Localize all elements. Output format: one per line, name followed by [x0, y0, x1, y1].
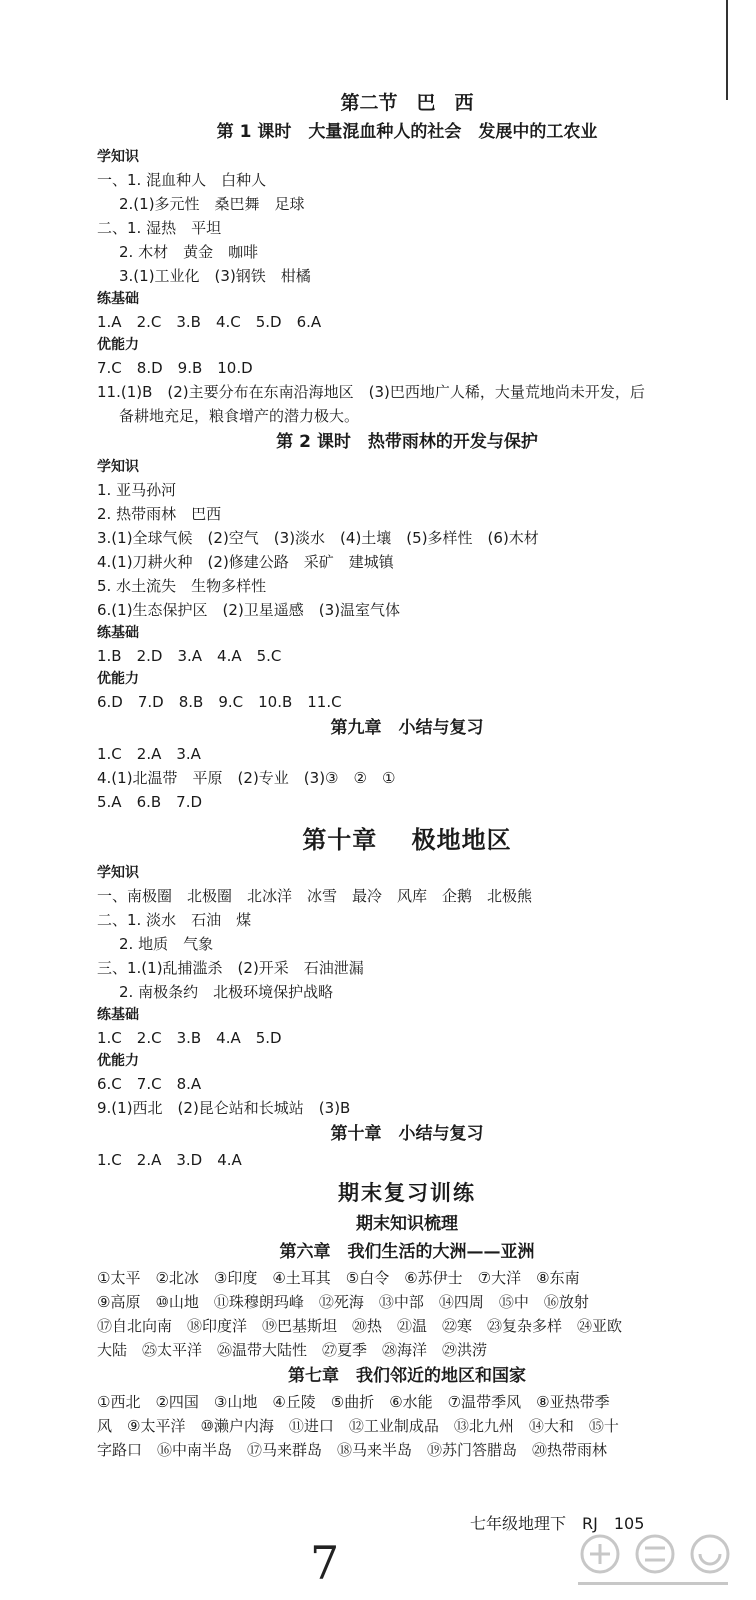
answer-line: 5. 水土流失 生物多样性 — [97, 577, 267, 595]
answer-line: 7.C 8.D 9.B 10.D — [97, 359, 253, 377]
answer-line: 字路口 ⑯中南半岛 ⑰马来群岛 ⑱马来半岛 ⑲苏门答腊岛 ⑳热带雨林 — [97, 1441, 608, 1459]
lesson-2-you-label: 优能力 — [97, 671, 139, 687]
answer-line: 1.C 2.A 3.D 4.A — [97, 1151, 242, 1169]
answer-line: ①太平 ②北冰 ③印度 ④土耳其 ⑤白令 ⑥苏伊士 ⑦大洋 ⑧东南 — [97, 1269, 580, 1287]
answer-line: ①西北 ②四国 ③山地 ④丘陵 ⑤曲折 ⑥水能 ⑦温带季风 ⑧亚热带季 — [97, 1393, 610, 1411]
final-review-title: 期末复习训练 — [338, 1180, 476, 1205]
answer-line: 1.B 2.D 3.A 4.A 5.C — [97, 647, 282, 665]
answer-line: 风 ⑨太平洋 ⑩濑户内海 ⑪进口 ⑫工业制成品 ⑬北九州 ⑭大和 ⑮十 — [97, 1417, 619, 1435]
answer-line: 二、1. 湿热 平坦 — [97, 219, 222, 237]
lesson-1-title: 第 1 课时 大量混血种人的社会 发展中的工农业 — [216, 122, 598, 142]
answer-line: ⑨高原 ⑩山地 ⑪珠穆朗玛峰 ⑫死海 ⑬中部 ⑭四周 ⑮中 ⑯放射 — [97, 1293, 589, 1311]
answer-line: 3.(1)全球气候 (2)空气 (3)淡水 (4)土壤 (5)多样性 (6)木材 — [97, 529, 539, 547]
answer-line: 2. 地质 气象 — [119, 935, 214, 953]
answer-line: 大陆 ㉕太平洋 ㉖温带大陆性 ㉗夏季 ㉘海洋 ㉙洪涝 — [97, 1341, 488, 1359]
chapter-10-you-label: 优能力 — [97, 1053, 139, 1069]
answer-line: 2.(1)多元性 桑巴舞 足球 — [119, 195, 305, 213]
answer-line: 2. 热带雨林 巴西 — [97, 505, 222, 523]
answer-line: 备耕地充足，粮食增产的潜力极大。 — [119, 407, 360, 425]
answer-line: 4.(1)刀耕火种 (2)修建公路 采矿 建城镇 — [97, 553, 394, 571]
answer-line: 5.A 6.B 7.D — [97, 793, 203, 811]
answer-line: 6.(1)生态保护区 (2)卫星遥感 (3)温室气体 — [97, 601, 401, 619]
answer-line: ⑰自北向南 ⑱印度洋 ⑲巴基斯坦 ⑳热 ㉑温 ㉒寒 ㉓复杂多样 ㉔亚欧 — [97, 1317, 623, 1335]
chapter-10-lian-label: 练基础 — [97, 1007, 139, 1023]
final-review-subtitle: 期末知识梳理 — [356, 1214, 458, 1234]
page-footer: 七年级地理下 RJ 105 — [470, 1514, 645, 1533]
answer-line: 1.C 2.A 3.A — [97, 745, 201, 763]
chapter-10-review-title: 第十章 小结与复习 — [330, 1124, 484, 1144]
answer-line: 1.A 2.C 3.B 4.C 5.D 6.A — [97, 313, 322, 331]
handwritten-mark: 7 — [310, 1536, 340, 1590]
chapter-7-title: 第七章 我们邻近的地区和国家 — [288, 1366, 526, 1386]
lesson-2-lian-label: 练基础 — [97, 625, 139, 641]
lesson-2-xue-label: 学知识 — [97, 459, 139, 475]
answer-line: 一、1. 混血种人 白种人 — [97, 171, 267, 189]
lesson-1-you-label: 优能力 — [97, 337, 139, 353]
answer-line: 2. 木材 黄金 咖啡 — [119, 243, 259, 261]
answer-line: 一、南极圈 北极圈 北冰洋 冰雪 最冷 风库 企鹅 北极熊 — [97, 887, 533, 905]
chapter-9-review-title: 第九章 小结与复习 — [330, 718, 484, 738]
lesson-1-xue-label: 学知识 — [97, 149, 139, 165]
answer-line: 4.(1)北温带 平原 (2)专业 (3)③ ② ① — [97, 769, 396, 787]
answer-line: 9.(1)西北 (2)昆仑站和长城站 (3)B — [97, 1099, 351, 1117]
chapter-6-title: 第六章 我们生活的大洲——亚洲 — [279, 1242, 535, 1262]
section-title: 第二节 巴 西 — [340, 92, 474, 114]
watermark-logo — [560, 1530, 750, 1600]
chapter-10-xue-label: 学知识 — [97, 865, 139, 881]
lesson-1-lian-label: 练基础 — [97, 291, 139, 307]
answer-line: 1. 亚马孙河 — [97, 481, 177, 499]
answer-line: 6.C 7.C 8.A — [97, 1075, 202, 1093]
margin-rule — [726, 0, 728, 100]
answer-line: 二、1. 淡水 石油 煤 — [97, 911, 252, 929]
answer-line: 1.C 2.C 3.B 4.A 5.D — [97, 1029, 282, 1047]
lesson-2-title: 第 2 课时 热带雨林的开发与保护 — [276, 432, 538, 452]
answer-line: 3.(1)工业化 (3)钢铁 柑橘 — [119, 267, 311, 285]
answer-line: 三、1.(1)乱捕滥杀 (2)开采 石油泄漏 — [97, 959, 364, 977]
answer-line: 6.D 7.D 8.B 9.C 10.B 11.C — [97, 693, 342, 711]
answer-line: 2. 南极条约 北极环境保护战略 — [119, 983, 334, 1001]
chapter-10-title: 第十章 极地地区 — [302, 825, 512, 854]
answer-line: 11.(1)B (2)主要分布在东南沿海地区 (3)巴西地广人稀，大量荒地尚未开发，后 — [97, 383, 645, 401]
page-content — [97, 88, 717, 1462]
